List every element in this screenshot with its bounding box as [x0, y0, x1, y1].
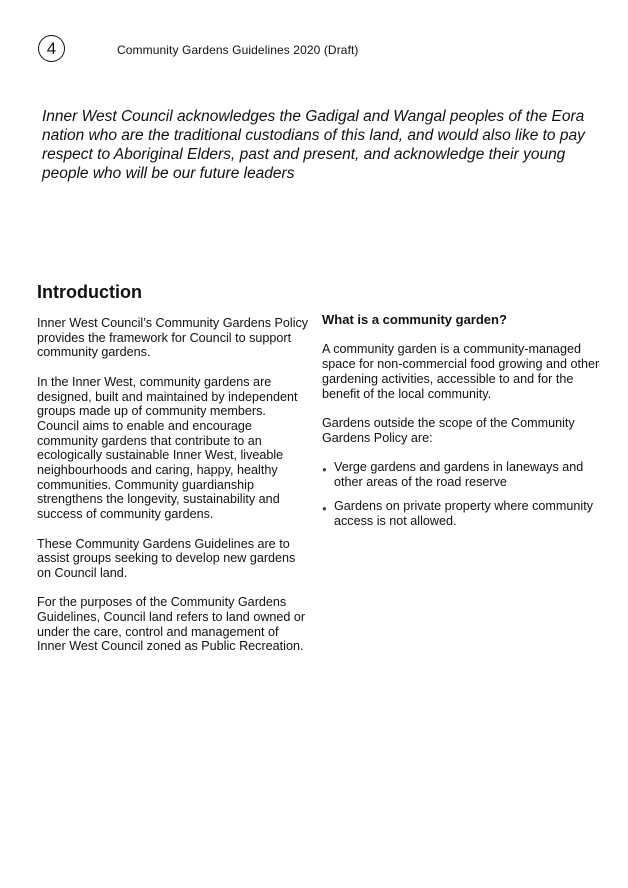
intro-paragraph: For the purposes of the Community Gardens Guidelines, Council land refers to land owned or under the care, control and management of Inner West Council zoned as Public Recreation. [37, 595, 306, 654]
acknowledgement-of-country: Inner West Council acknowledges the Gadigal and Wangal peoples of the Eora nation who are the traditional custodians of this land, and would also like to pay respect to Aboriginal Elders, past and present, and acknowledge their young people who will be our future leaders [42, 108, 585, 182]
list-item [322, 460, 607, 489]
list-item-text: Gardens on private property where community access is not allowed. [334, 499, 593, 529]
page-number-label: 4 [46, 38, 57, 58]
definition-paragraph: A community garden is a community-managed space for non-commercial food growing and other gardening activities, accessible to and for the benefit of the local community. [322, 342, 600, 401]
right-column [322, 313, 607, 539]
section-heading-introduction: Introduction [37, 282, 142, 302]
scope-paragraph: Gardens outside the scope of the Community Gardens Policy are: [322, 415, 575, 445]
left-column [37, 316, 309, 669]
bullet-icon: ● [322, 464, 327, 474]
bullet-icon: ● [322, 504, 327, 514]
subheading-what-is-community-garden: What is a community garden? [322, 312, 507, 327]
intro-paragraph: Inner West Council’s Community Gardens Policy provides the framework for Council to support community gardens. [37, 316, 309, 360]
intro-paragraph: These Community Gardens Guidelines are to assist groups seeking to develop new gardens on Council land. [37, 536, 296, 580]
list-item-text: Verge gardens and gardens in laneways and other areas of the road reserve [334, 459, 584, 489]
exclusions-list [322, 460, 607, 529]
intro-paragraph: In the Inner West, community gardens are designed, built and maintained by independent groups made up of community members. Council aims to enable and encourage community gardens that contribute to an ecologically sustainable Inner West, liveable neighbourhoods and caring, happy, healthy communities. Community guardianship strengthens the longevity, sustainability and success of community gardens. [37, 374, 298, 522]
page-number [38, 35, 65, 62]
running-header: Community Gardens Guidelines 2020 (Draft) [117, 43, 359, 57]
list-item [322, 499, 607, 528]
